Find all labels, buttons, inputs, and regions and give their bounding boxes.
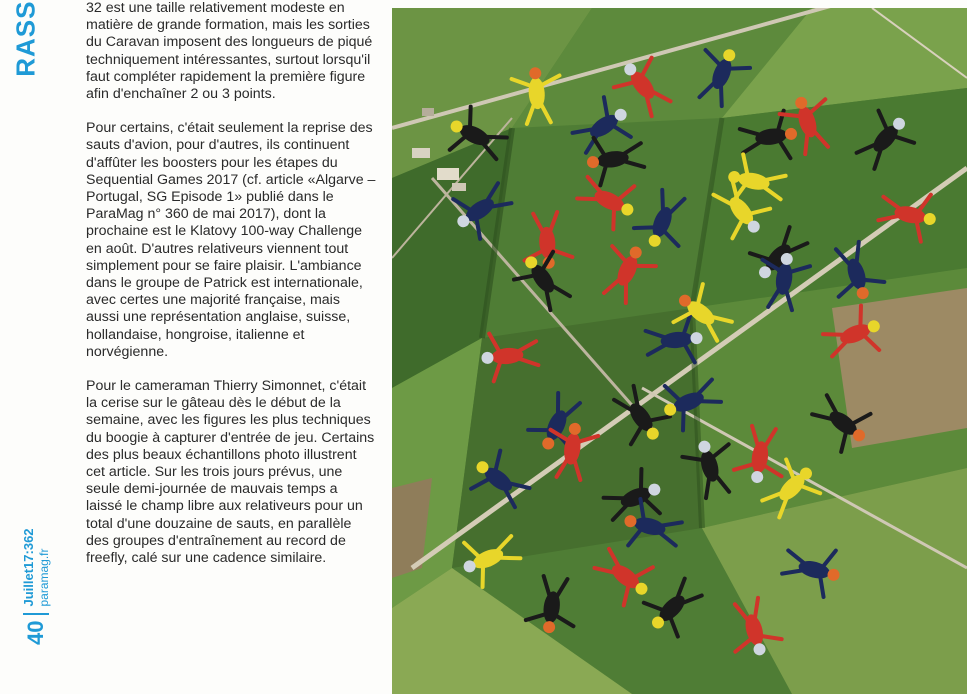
paragraph: Pour le cameraman Thierry Simonnet, c'était la cerise sur le gâteau dès le début de la semaine, avec les figures les plus techniques du boogie à capturer d'entrée de jeu. Certains des plus beaux échantillons photo illustrent cet article. Sur les trois jours prévus, une seule demi-journée de mauvais temps a laissé le champ libre aux relativeurs pour un total d'une douzaine de sauts, en parallèle des groupes d'entraînement au record de freefly, calé sur une cadence similaire.	[86, 378, 375, 567]
section-title	[0, 0, 52, 90]
section-title-text: RASS	[10, 0, 41, 77]
aerial-photo-graphic	[392, 8, 967, 694]
issue-label: Juillet17:362	[21, 528, 37, 607]
article-body	[86, 0, 376, 584]
paragraph: 32 est une taille relativement modeste en matière de grande formation, mais les sorties du Caravan imposent des longueurs de piqué techniquement intéressantes, surtout lorsqu'il faut compléter rapidement la première figure afin d'enchaîner 2 ou 3 points.	[86, 0, 373, 103]
paragraph: Pour certains, c'était seulement la reprise des sauts d'avion, pour d'autres, ils continuent d'affûter les boosters pour les étapes du Sequential Games 2017 (cf. article «Algarve – Portugal, SG Episode 1» publié dans le ParaMag n° 360 de mai 2017), dont la prochaine est le Klatovy 100-way Challenge en août. D'autres relativeurs viennent tout simplement pour se faire plaisir. L'ambiance dans le groupe de Patrick est internationale, avec certes une majorité française, mais aussi une représentation anglaise, suisse, hollandaise, hongroise, italienne et norvégienne.	[86, 120, 376, 360]
folio-divider	[23, 613, 49, 615]
page-folio	[16, 505, 56, 645]
site-url: paramag.fr	[37, 548, 52, 607]
aerial-photo	[392, 8, 967, 694]
page-number: 40	[23, 620, 48, 645]
